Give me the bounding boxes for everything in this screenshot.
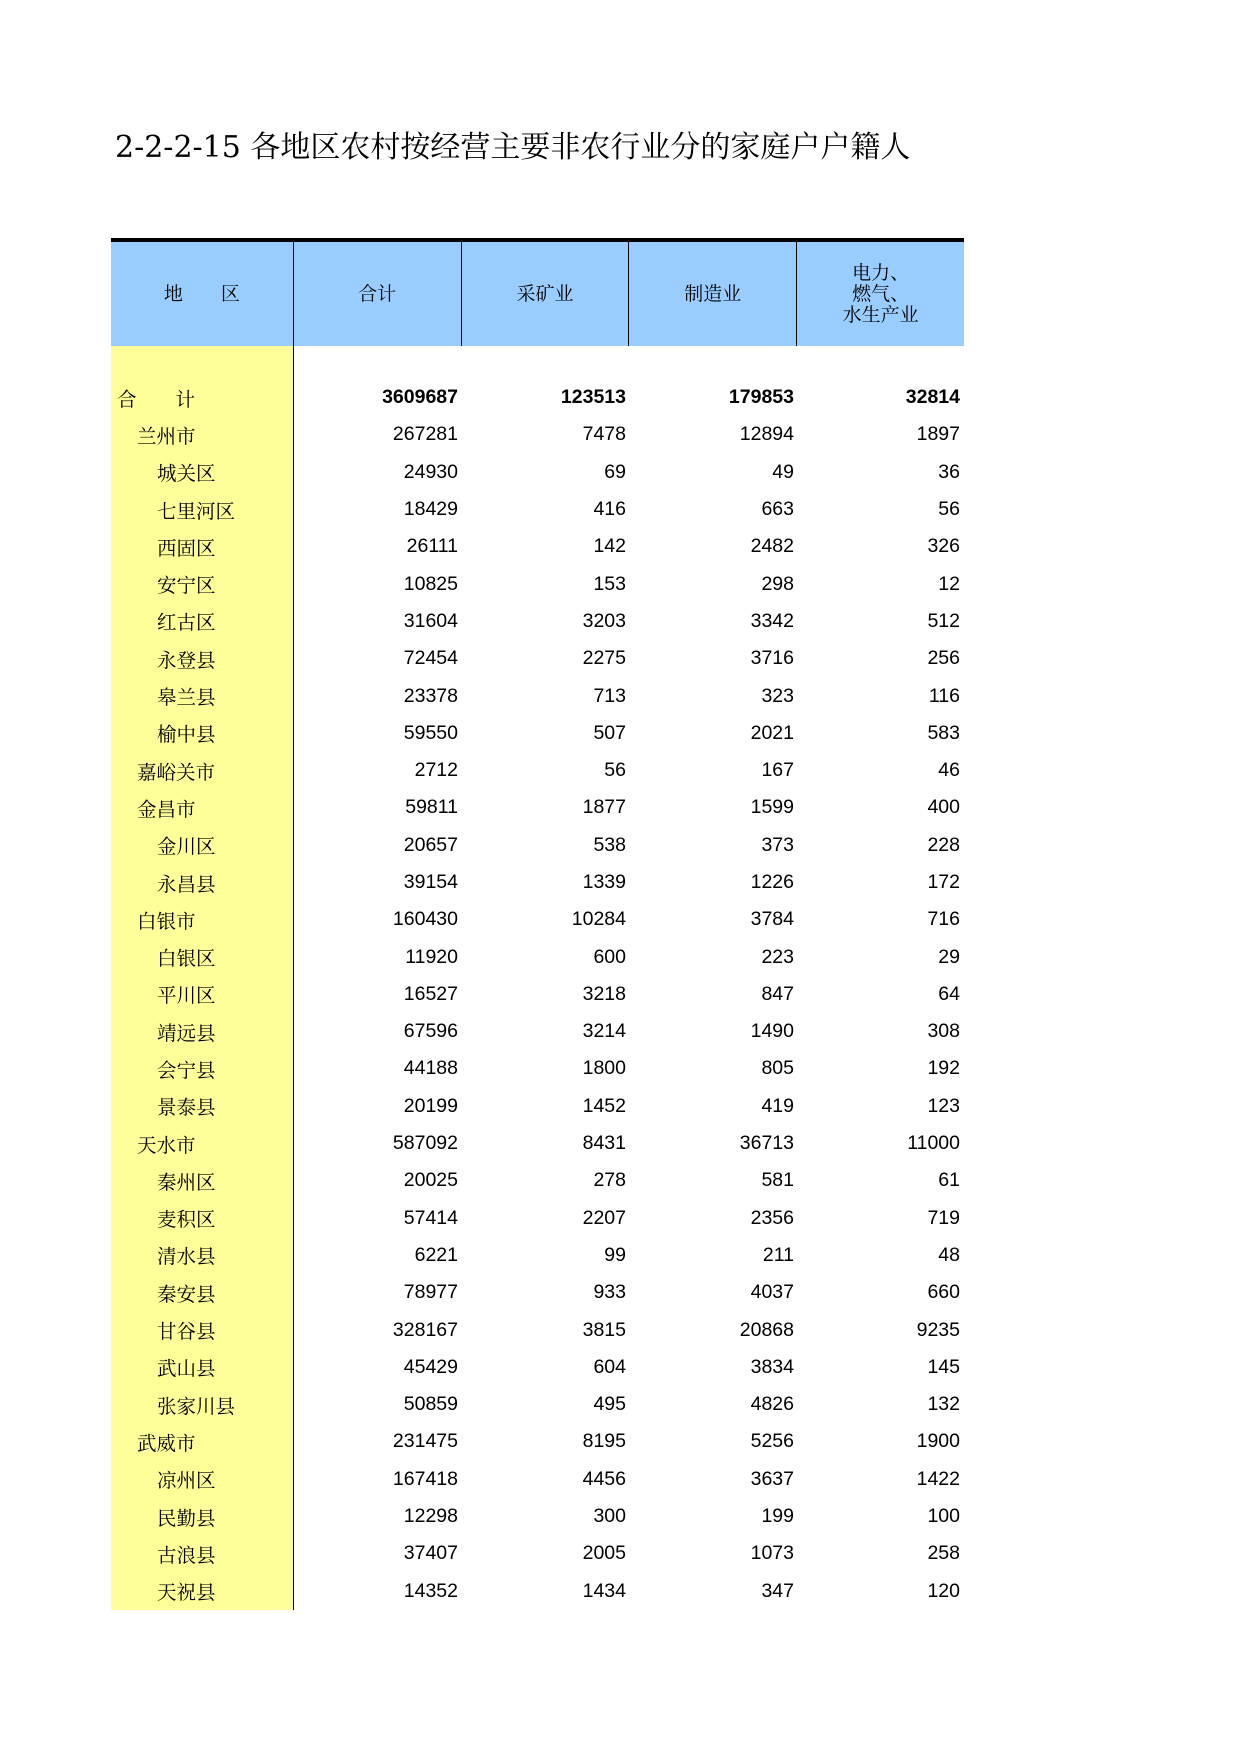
cell-manufacturing: 3637 <box>750 1467 794 1490</box>
region-name: 永昌县 <box>157 872 216 896</box>
cell-utilities: 172 <box>927 871 960 893</box>
cell-total: 67596 <box>403 1020 458 1043</box>
table-row <box>111 864 293 901</box>
cell-utilities: 46 <box>938 759 960 782</box>
cell-total: 23378 <box>403 684 458 707</box>
cell-total: 39154 <box>403 871 458 893</box>
table-row <box>294 416 964 453</box>
cell-manufacturing: 419 <box>761 1094 794 1117</box>
table-row <box>294 640 964 677</box>
table-row <box>111 1237 293 1274</box>
cell-manufacturing: 20868 <box>739 1318 794 1341</box>
table-row <box>111 491 293 528</box>
table-row <box>111 1125 293 1162</box>
cell-total: 24930 <box>403 460 458 483</box>
table-row <box>294 715 964 752</box>
table-row <box>111 1573 293 1610</box>
region-name: 白银市 <box>137 909 196 933</box>
cell-manufacturing: 2021 <box>750 721 794 744</box>
table-row <box>294 789 964 826</box>
table-row <box>294 1573 964 1610</box>
cell-utilities: 716 <box>927 908 960 931</box>
cell-manufacturing: 3716 <box>750 647 794 670</box>
region-name: 榆中县 <box>157 723 216 747</box>
cell-mining: 3203 <box>582 609 626 632</box>
table-row <box>294 454 964 491</box>
table-row <box>294 1200 964 1237</box>
region-name: 金川区 <box>157 835 216 859</box>
region-name: 武山县 <box>157 1357 216 1381</box>
region-name: 麦积区 <box>157 1208 216 1232</box>
cell-utilities: 120 <box>927 1579 960 1602</box>
table-row <box>111 528 293 565</box>
cell-mining: 2207 <box>582 1206 626 1229</box>
cell-total: 72454 <box>403 647 458 670</box>
header-mining: 采矿业 <box>462 242 630 346</box>
cell-utilities: 56 <box>938 498 960 521</box>
table-row <box>111 1162 293 1199</box>
cell-mining: 278 <box>593 1169 626 1192</box>
table-body <box>111 346 964 1610</box>
cell-utilities: 123 <box>927 1094 960 1117</box>
header-utilities-line: 水生产业 <box>842 303 919 326</box>
cell-manufacturing: 223 <box>761 945 794 968</box>
cell-total: 328167 <box>392 1318 458 1341</box>
cell-total: 2712 <box>414 759 458 782</box>
region-name: 秦安县 <box>157 1282 216 1306</box>
region-name: 七里河区 <box>157 499 236 523</box>
region-column <box>111 346 294 1610</box>
table-row <box>111 1349 293 1386</box>
cell-utilities: 9235 <box>916 1318 960 1341</box>
cell-mining: 3218 <box>582 982 626 1005</box>
region-name: 天祝县 <box>157 1581 216 1605</box>
cell-manufacturing: 323 <box>761 684 794 707</box>
cell-mining: 56 <box>604 759 626 782</box>
cell-manufacturing: 373 <box>761 833 794 856</box>
cell-utilities: 100 <box>927 1505 960 1528</box>
cell-mining: 300 <box>593 1505 626 1528</box>
cell-manufacturing: 4826 <box>750 1393 794 1416</box>
region-name: 武威市 <box>137 1431 196 1455</box>
cell-mining: 3815 <box>582 1318 626 1341</box>
cell-total: 14352 <box>403 1579 458 1602</box>
header-total: 合计 <box>294 242 462 346</box>
table-row <box>111 1013 293 1050</box>
table-row <box>294 1274 964 1311</box>
table-row <box>111 1423 293 1460</box>
cell-total: 6221 <box>414 1243 458 1266</box>
table-row <box>111 1461 293 1498</box>
table-row <box>111 1274 293 1311</box>
page-title: 2-2-2-15 各地区农村按经营主要非农行业分的家庭户户籍人 <box>115 130 911 165</box>
region-name: 金昌市 <box>137 797 196 821</box>
table-row <box>294 976 964 1013</box>
cell-manufacturing: 36713 <box>739 1132 794 1155</box>
cell-mining: 713 <box>593 684 626 707</box>
cell-utilities: 1900 <box>916 1430 960 1453</box>
cell-utilities: 400 <box>927 796 960 819</box>
table-row <box>294 1088 964 1125</box>
cell-utilities: 132 <box>927 1393 960 1416</box>
header-utilities <box>797 242 964 346</box>
cell-manufacturing: 12894 <box>739 423 794 446</box>
table-row <box>294 491 964 528</box>
cell-mining: 99 <box>604 1243 626 1266</box>
table-row <box>111 789 293 826</box>
table-header-row <box>111 242 964 346</box>
table-row <box>294 938 964 975</box>
table-row <box>294 1013 964 1050</box>
region-name: 白银区 <box>157 947 216 971</box>
region-name: 清水县 <box>157 1245 216 1269</box>
cell-utilities: 48 <box>938 1243 960 1266</box>
region-name: 民勤县 <box>157 1506 216 1530</box>
table-row <box>294 1311 964 1348</box>
cell-manufacturing: 1490 <box>750 1020 794 1043</box>
cell-mining: 1452 <box>582 1094 626 1117</box>
cell-total: 16527 <box>403 982 458 1005</box>
cell-mining: 4456 <box>582 1467 626 1490</box>
region-name: 凉州区 <box>157 1469 216 1493</box>
cell-manufacturing: 199 <box>761 1505 794 1528</box>
cell-total: 57414 <box>403 1206 458 1229</box>
cell-utilities: 1422 <box>916 1467 960 1490</box>
cell-manufacturing: 211 <box>762 1243 794 1266</box>
cell-utilities: 116 <box>928 684 960 707</box>
region-name: 永登县 <box>157 648 216 672</box>
table-row <box>111 1088 293 1125</box>
table-row <box>111 901 293 938</box>
cell-total: 587092 <box>392 1132 458 1155</box>
cell-total: 10825 <box>403 572 458 595</box>
cell-utilities: 12 <box>938 572 960 595</box>
cell-utilities: 326 <box>927 535 960 558</box>
region-name: 红古区 <box>157 611 216 635</box>
cell-utilities: 11000 <box>907 1132 960 1155</box>
table-row <box>111 416 293 453</box>
cell-total: 231475 <box>392 1430 458 1453</box>
cell-total: 20199 <box>403 1094 458 1117</box>
cell-mining: 507 <box>593 721 626 744</box>
data-table <box>111 238 964 1610</box>
cell-mining: 1877 <box>582 796 626 819</box>
table-row <box>111 1386 293 1423</box>
cell-mining: 8431 <box>582 1132 626 1155</box>
table-row <box>111 1311 293 1348</box>
header-region: 地 区 <box>111 242 294 346</box>
cell-total: 11920 <box>405 945 458 968</box>
table-row <box>294 1535 964 1572</box>
cell-manufacturing: 3834 <box>750 1355 794 1378</box>
cell-manufacturing: 49 <box>772 460 794 483</box>
cell-utilities: 64 <box>938 982 960 1005</box>
region-name: 天水市 <box>137 1133 196 1157</box>
cell-total: 20025 <box>403 1169 458 1192</box>
cell-manufacturing: 581 <box>761 1169 794 1192</box>
cell-utilities: 36 <box>938 460 960 483</box>
cell-manufacturing: 1226 <box>750 871 794 893</box>
cell-total: 44188 <box>403 1057 458 1080</box>
table-row <box>111 454 293 491</box>
cell-utilities: 1897 <box>916 423 960 446</box>
region-name: 城关区 <box>157 462 216 486</box>
cell-total: 160430 <box>392 908 458 931</box>
table-row <box>294 1237 964 1274</box>
cell-mining: 933 <box>593 1281 626 1304</box>
table-row <box>294 1349 964 1386</box>
region-name: 兰州市 <box>137 424 196 448</box>
cell-utilities: 192 <box>927 1057 960 1080</box>
cell-utilities: 256 <box>927 647 960 670</box>
cell-mining: 8195 <box>582 1430 626 1453</box>
cell-mining: 123513 <box>560 386 626 409</box>
table-row <box>111 1200 293 1237</box>
table-row <box>294 901 964 938</box>
header-utilities-line: 电力、 <box>852 261 910 284</box>
cell-manufacturing: 167 <box>761 759 794 782</box>
cell-utilities: 660 <box>927 1281 960 1304</box>
table-row <box>294 1386 964 1423</box>
cell-utilities: 719 <box>927 1206 960 1229</box>
table-row <box>294 1423 964 1460</box>
region-name: 皋兰县 <box>157 686 216 710</box>
cell-mining: 7478 <box>582 423 626 446</box>
cell-total: 12298 <box>403 1505 458 1528</box>
cell-total: 18429 <box>403 498 458 521</box>
region-name: 西固区 <box>157 536 216 560</box>
cell-manufacturing: 179853 <box>728 386 794 409</box>
cell-total: 26111 <box>406 535 458 558</box>
cell-mining: 1339 <box>582 871 626 893</box>
cell-mining: 1800 <box>582 1057 626 1080</box>
region-name: 安宁区 <box>157 574 216 598</box>
cell-total: 45429 <box>403 1355 458 1378</box>
cell-total: 78977 <box>403 1281 458 1304</box>
table-row <box>294 864 964 901</box>
cell-manufacturing: 347 <box>761 1579 794 1602</box>
cell-mining: 153 <box>593 572 626 595</box>
cell-total: 50859 <box>403 1393 458 1416</box>
table-row <box>294 752 964 789</box>
table-row <box>294 565 964 602</box>
region-name: 甘谷县 <box>157 1320 216 1344</box>
table-row <box>294 1125 964 1162</box>
cell-mining: 142 <box>593 535 626 558</box>
table-row <box>111 565 293 602</box>
cell-manufacturing: 5256 <box>750 1430 794 1453</box>
cell-utilities: 145 <box>927 1355 960 1378</box>
table-row <box>111 938 293 975</box>
cell-total: 37407 <box>403 1542 458 1565</box>
header-manufacturing: 制造业 <box>629 242 797 346</box>
cell-total: 59811 <box>405 796 458 819</box>
cell-total: 167418 <box>392 1467 458 1490</box>
table-row <box>294 1162 964 1199</box>
table-row <box>294 603 964 640</box>
cell-mining: 10284 <box>571 908 626 931</box>
cell-utilities: 61 <box>938 1169 960 1192</box>
region-name: 合 计 <box>117 387 196 411</box>
table-row <box>294 1461 964 1498</box>
table-row <box>111 976 293 1013</box>
table-row <box>111 677 293 714</box>
cell-mining: 604 <box>593 1355 626 1378</box>
region-name: 会宁县 <box>157 1058 216 1082</box>
header-utilities-line: 燃气、 <box>852 282 910 305</box>
cell-mining: 538 <box>593 833 626 856</box>
cell-mining: 416 <box>593 498 626 521</box>
cell-utilities: 512 <box>927 609 960 632</box>
cell-total: 267281 <box>392 423 458 446</box>
table-row <box>294 379 964 416</box>
table-row <box>111 379 293 416</box>
cell-manufacturing: 1073 <box>750 1542 794 1565</box>
cell-utilities: 29 <box>938 945 960 968</box>
cell-manufacturing: 1599 <box>750 796 794 819</box>
table-row <box>111 827 293 864</box>
table-row <box>111 1498 293 1535</box>
table-row <box>111 1535 293 1572</box>
cell-total: 59550 <box>403 721 458 744</box>
cell-utilities: 308 <box>927 1020 960 1043</box>
cell-manufacturing: 3342 <box>750 609 794 632</box>
table-row <box>294 827 964 864</box>
cell-manufacturing: 663 <box>761 498 794 521</box>
region-name: 古浪县 <box>157 1543 216 1567</box>
table-row <box>294 1498 964 1535</box>
cell-mining: 3214 <box>582 1020 626 1043</box>
cell-utilities: 32814 <box>905 386 960 409</box>
cell-manufacturing: 2482 <box>750 535 794 558</box>
cell-mining: 600 <box>593 945 626 968</box>
cell-manufacturing: 4037 <box>750 1281 794 1304</box>
cell-mining: 1434 <box>582 1579 626 1602</box>
cell-total: 20657 <box>403 833 458 856</box>
cell-mining: 495 <box>593 1393 626 1416</box>
cell-manufacturing: 2356 <box>750 1206 794 1229</box>
table-row <box>111 603 293 640</box>
table-row <box>111 1050 293 1087</box>
table-row <box>294 1050 964 1087</box>
table-row <box>111 640 293 677</box>
table-row <box>111 752 293 789</box>
cell-utilities: 228 <box>927 833 960 856</box>
cell-mining: 69 <box>604 460 626 483</box>
table-row <box>294 677 964 714</box>
cell-total: 3609687 <box>382 386 458 409</box>
values-columns <box>294 346 964 1610</box>
region-name: 嘉峪关市 <box>137 760 216 784</box>
region-name: 靖远县 <box>157 1021 216 1045</box>
cell-total: 31604 <box>403 609 458 632</box>
cell-manufacturing: 805 <box>761 1057 794 1080</box>
table-row <box>294 528 964 565</box>
region-name: 张家川县 <box>157 1394 236 1418</box>
cell-utilities: 583 <box>927 721 960 744</box>
region-name: 景泰县 <box>157 1096 216 1120</box>
cell-mining: 2275 <box>582 647 626 670</box>
region-name: 平川区 <box>157 984 216 1008</box>
cell-manufacturing: 3784 <box>750 908 794 931</box>
table-row <box>111 715 293 752</box>
cell-mining: 2005 <box>582 1542 626 1565</box>
cell-utilities: 258 <box>927 1542 960 1565</box>
cell-manufacturing: 298 <box>761 572 794 595</box>
cell-manufacturing: 847 <box>761 982 794 1005</box>
region-name: 秦州区 <box>157 1170 216 1194</box>
